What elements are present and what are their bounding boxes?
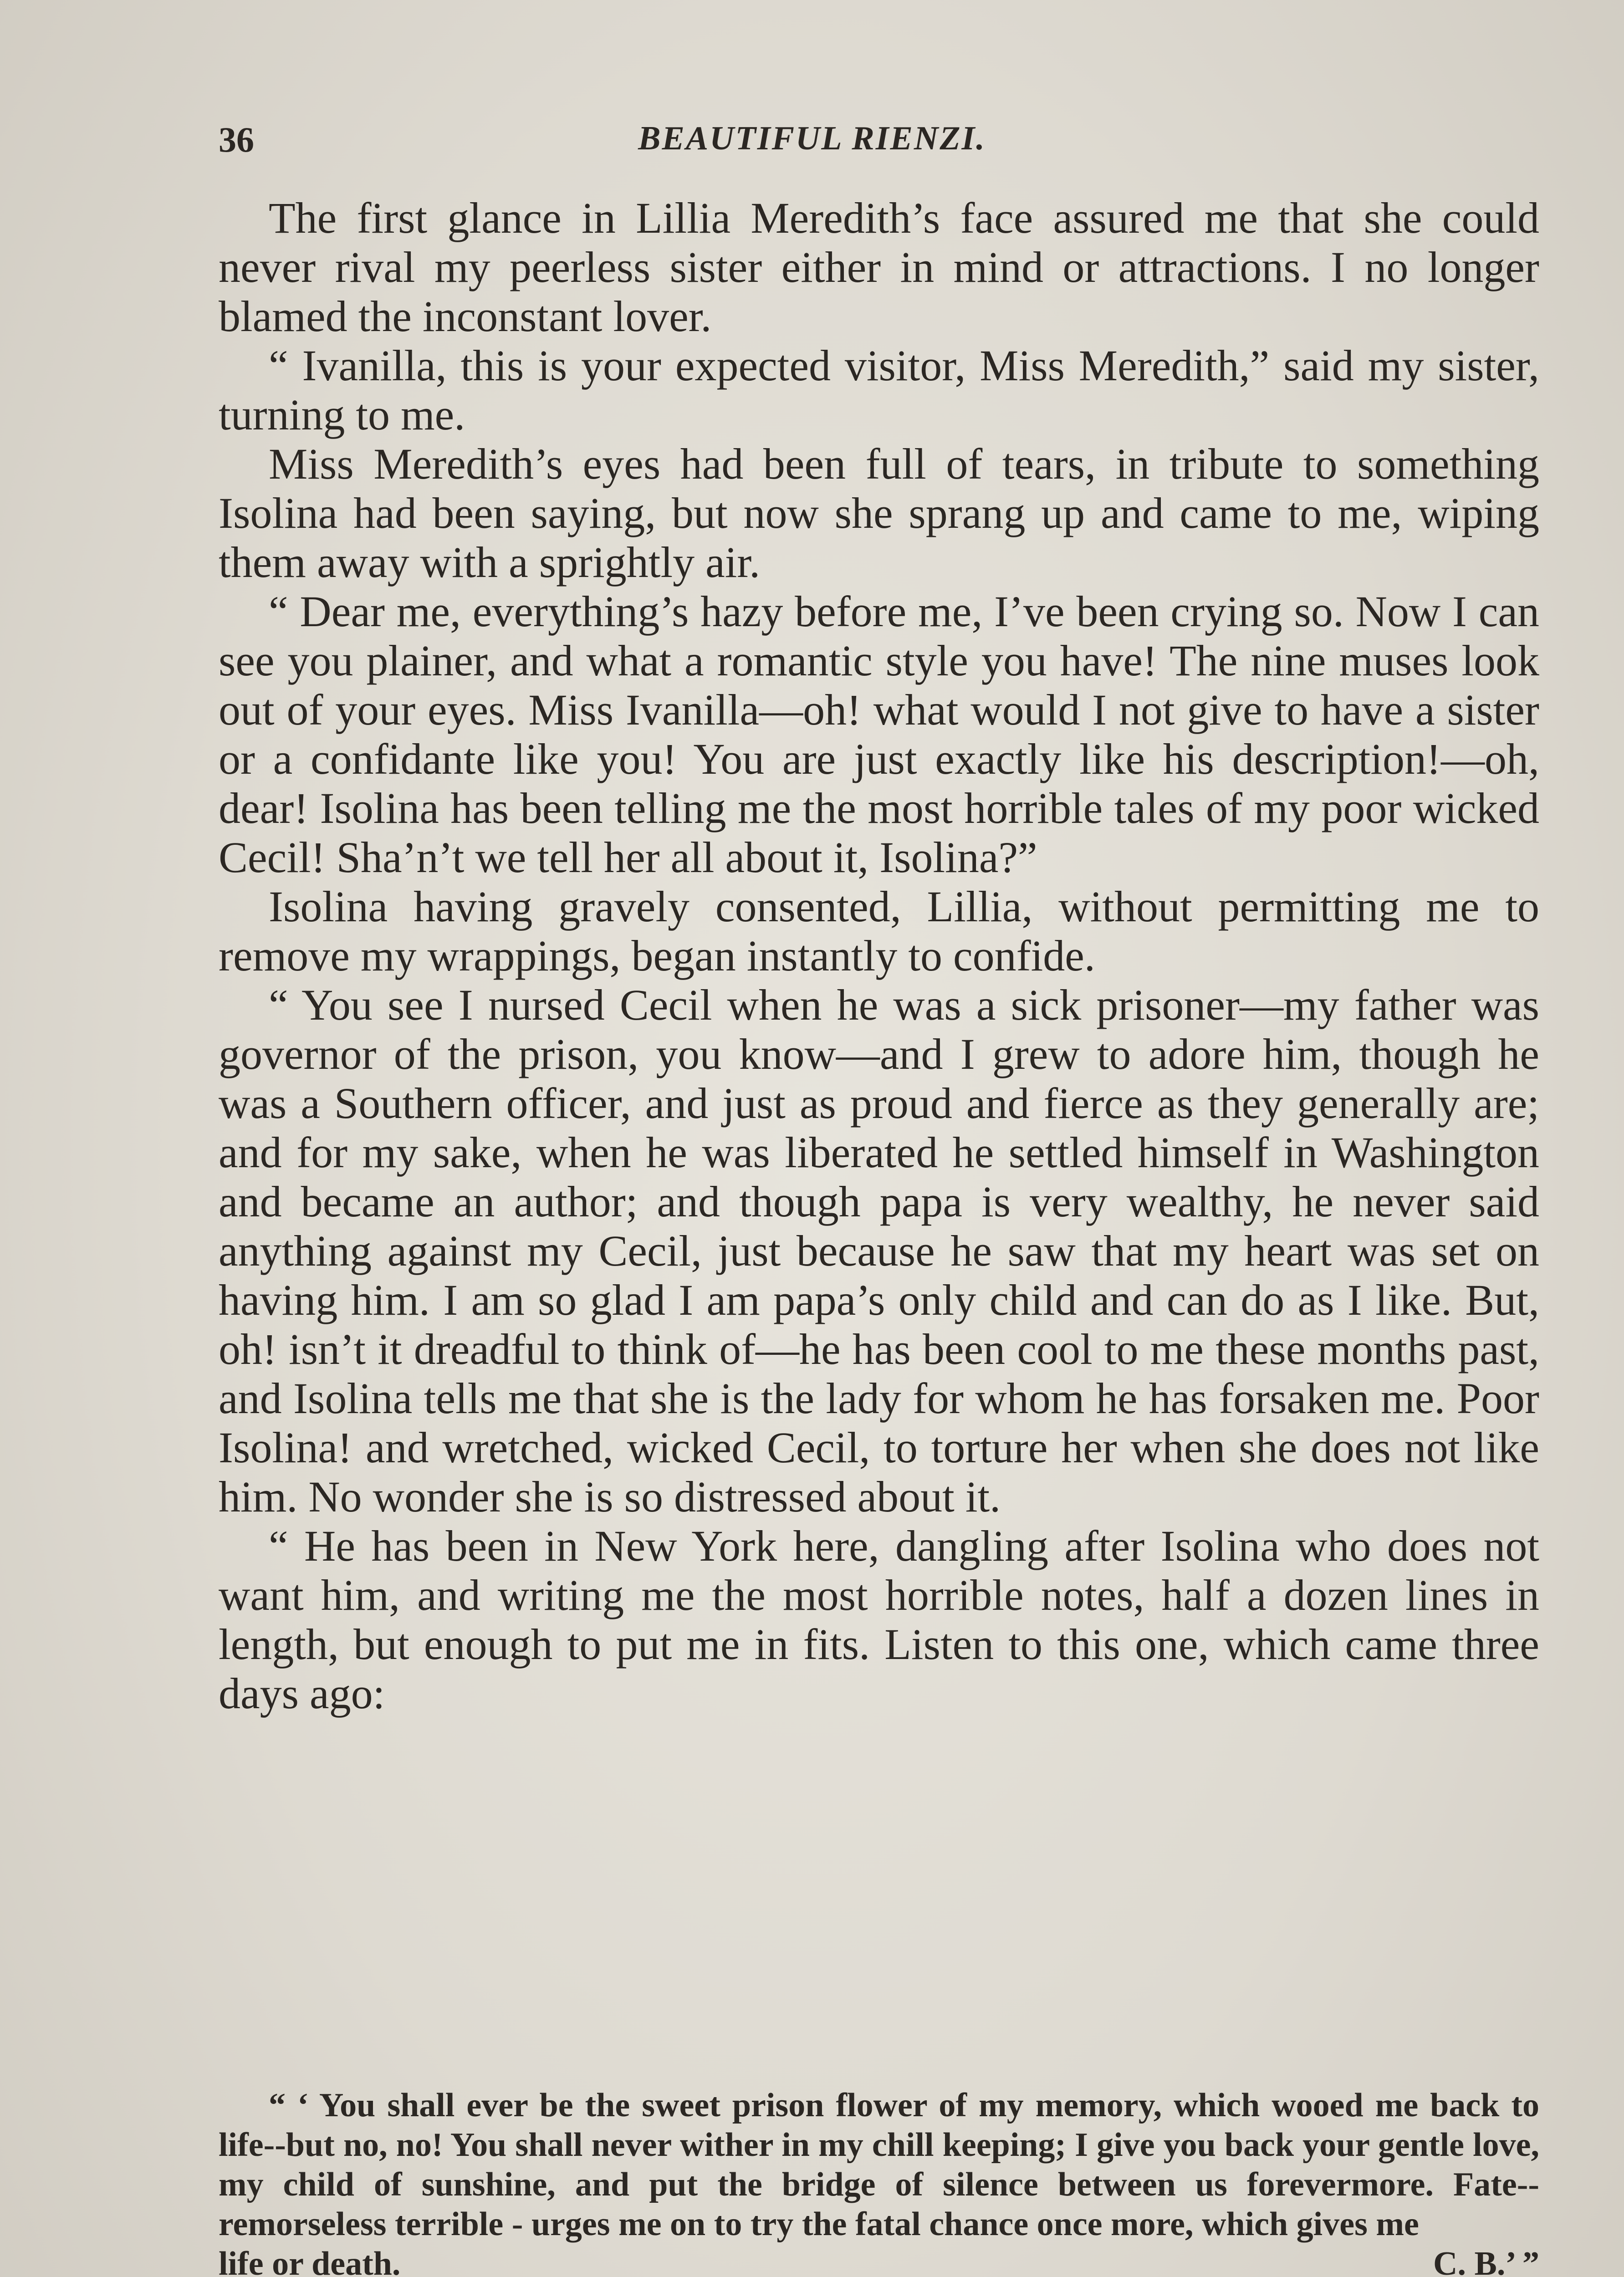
paragraph: Miss Meredith’s eyes had been full of tears, in tribute to something Isolina had been saying, but now she sprang up and came to me, wiping them away with a sprightly air. — [219, 439, 1539, 587]
quoted-note — [219, 2086, 1539, 2277]
paragraph: The first glance in Lillia Meredith’s face assured me that she could never rival my peerless sister either in mind or attractions. I no longer blamed the inconstant lover. — [219, 194, 1539, 341]
page-number: 36 — [219, 120, 254, 159]
paragraph: “ He has been in New York here, dangling after Isolina who does not want him, and writing me the most horrible notes, half a dozen lines in length, but enough to put me in fits. Listen to this one, which came three days ago: — [219, 1521, 1539, 1718]
paragraph: Isolina having gravely consented, Lillia, without permitting me to remove my wrappings, began instantly to confide. — [219, 882, 1539, 980]
running-head: BEAUTIFUL RIENZI. — [638, 120, 986, 157]
paragraph: “ Ivanilla, this is your expected visitor, Miss Meredith,” said my sister, turning to me. — [219, 341, 1539, 439]
body-text — [219, 194, 1539, 1718]
paragraph: “ You see I nursed Cecil when he was a sick prisoner—my father was governor of the prison, you know—and I grew to adore him, though he was a Southern officer, and just as proud and fierce as they generally are; and for my sake, when he was liberated he settled himself in Washington and became an author; and though papa is very wealthy, he never said anything against my Cecil, just because he saw that my heart was set on having him. I am so glad I am papa’s only child and can do as I like. But, oh! isn’t it dreadful to think of—he has been cool to me these months past, and Isolina tells me that she is the lady for whom he has forsaken me. Poor Isolina! and wretched, wicked Cecil, to torture her when she does not like him. No wonder she is so distressed about it. — [219, 980, 1539, 1521]
note-signature: C. B.’ ” — [1433, 2245, 1539, 2277]
note-last-words: life or death. — [219, 2245, 401, 2277]
note-text: “ ‘ You shall ever be the sweet prison flower of my memory, which wooed me back to life--but no, no! You shall never wither in my chill keeping; I give you back your gentle love, my child of sunshine, and put the bridge of silence between us forevermore. Fate--remorseless terrible - urges me on to try the fatal chance once more, which gives me — [219, 2087, 1539, 2243]
note-closing-line — [219, 2244, 1539, 2277]
paragraph: “ Dear me, everything’s hazy before me, I’ve been crying so. Now I can see you plainer, and what a romantic style you have! The nine muses look out of your eyes. Miss Ivanilla—oh! what would I not give to have a sister or a confidante like you! You are just exactly like his description!—oh, dear! Isolina has been telling me the most horrible tales of my poor wicked Cecil! Sha’n’t we tell her all about it, Isolina?” — [219, 587, 1539, 882]
